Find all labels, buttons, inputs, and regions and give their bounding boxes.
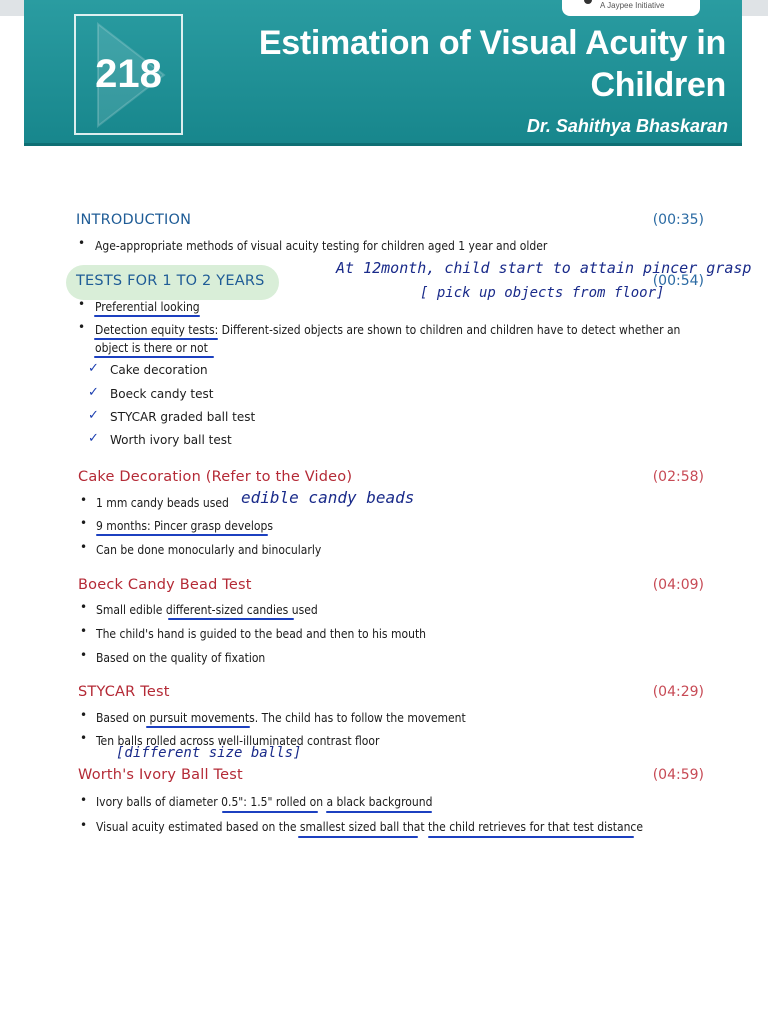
pen-underline	[146, 726, 250, 728]
publisher-tag-text: A Jaypee Initiative	[600, 1, 665, 10]
chapter-number: 218	[95, 52, 162, 96]
bullet-text: 9 months: Pincer grasp develops	[96, 519, 273, 533]
timestamp-tests: (00:54)	[652, 273, 704, 289]
sub-item: STYCAR graded ball test	[110, 410, 256, 424]
handwritten-note-balls: [different size balls]	[116, 745, 302, 761]
pen-underline	[94, 338, 218, 340]
timestamp-cake-decoration: (02:58)	[652, 469, 704, 485]
section-heading-stycar: STYCAR Test	[78, 684, 170, 700]
check-mark-icon: ✓	[88, 361, 99, 376]
chapter-author: Dr. Sahithya Bhaskaran	[526, 116, 728, 136]
publisher-tag	[562, 0, 700, 16]
handwritten-note-pincer: At 12month, child start to attain pincer grasp	[336, 259, 752, 277]
bullet-dot: •	[80, 540, 88, 554]
bullet-text: The child's hand is guided to the bead and then to his mouth	[96, 627, 427, 641]
bullet-text: 1 mm candy beads used	[96, 496, 229, 510]
section-heading-cake-decoration: Cake Decoration (Refer to the Video)	[78, 469, 353, 485]
section-heading-worth: Worth's Ivory Ball Test	[78, 767, 243, 783]
bullet-text: Based on pursuit movements. The child has to follow the movement	[96, 711, 466, 725]
pen-underline	[428, 836, 634, 838]
bullet-text: Small edible different-sized candies used	[96, 603, 318, 617]
banner-shadow	[24, 143, 742, 146]
section-heading-tests: TESTS FOR 1 TO 2 YEARS	[76, 273, 265, 289]
publisher-logo-icon	[584, 0, 592, 4]
handwritten-note-edible: edible candy beads	[241, 488, 415, 507]
bullet-text: Preferential looking	[95, 300, 200, 314]
bullet-text: Ivory balls of diameter 0.5": 1.5" rolled on a black background	[96, 795, 433, 809]
bullet-text: Age-appropriate methods of visual acuity testing for children aged 1 year and older	[95, 239, 548, 253]
pen-underline	[168, 618, 294, 620]
check-mark-icon: ✓	[88, 408, 99, 423]
bullet-text: Ten balls rolled across well-illuminated contrast floor	[96, 734, 380, 748]
check-mark-icon: ✓	[88, 385, 99, 400]
bullet-text: Visual acuity estimated based on the smallest sized ball that the child retrieves for that test distance	[96, 820, 643, 834]
bullet-dot: •	[80, 708, 88, 722]
bullet-dot: •	[80, 793, 88, 807]
chapter-title: Estimation of Visual Acuity in Children	[258, 24, 726, 104]
timestamp-boeck: (04:09)	[652, 577, 704, 593]
sub-item: Worth ivory ball test	[110, 433, 232, 447]
bullet-text: Can be done monocularly and binocularly	[96, 543, 322, 557]
check-mark-icon: ✓	[88, 431, 99, 446]
section-heading-introduction: INTRODUCTION	[76, 212, 192, 228]
bullet-dot: •	[80, 516, 88, 530]
bullet-dot: •	[78, 236, 86, 250]
bullet-dot: •	[78, 320, 86, 334]
bullet-text: Detection equity tests: Different-sized objects are shown to children and children have to detect whether an	[95, 323, 681, 337]
handwritten-note-floor: [ pick up objects from floor]	[420, 285, 665, 301]
pen-underline	[94, 315, 200, 317]
bullet-dot: •	[80, 624, 88, 638]
bullet-dot: •	[80, 818, 88, 832]
bullet-text-continued: object is there or not	[95, 341, 208, 355]
bullet-dot: •	[80, 731, 88, 745]
bullet-dot: •	[78, 297, 86, 311]
pen-underline	[96, 534, 268, 536]
bullet-dot: •	[80, 600, 88, 614]
pen-underline	[298, 836, 418, 838]
section-heading-boeck: Boeck Candy Bead Test	[78, 577, 252, 593]
timestamp-worth: (04:59)	[652, 767, 704, 783]
timestamp-introduction: (00:35)	[652, 212, 704, 228]
bullet-dot: •	[80, 493, 88, 507]
timestamp-stycar: (04:29)	[652, 684, 704, 700]
pen-underline	[326, 811, 432, 813]
sub-item: Boeck candy test	[110, 387, 214, 401]
pen-underline	[94, 356, 214, 358]
bullet-dot: •	[80, 648, 88, 662]
bullet-text: Based on the quality of fixation	[96, 651, 266, 665]
sub-item: Cake decoration	[110, 363, 208, 377]
pen-underline	[222, 811, 318, 813]
